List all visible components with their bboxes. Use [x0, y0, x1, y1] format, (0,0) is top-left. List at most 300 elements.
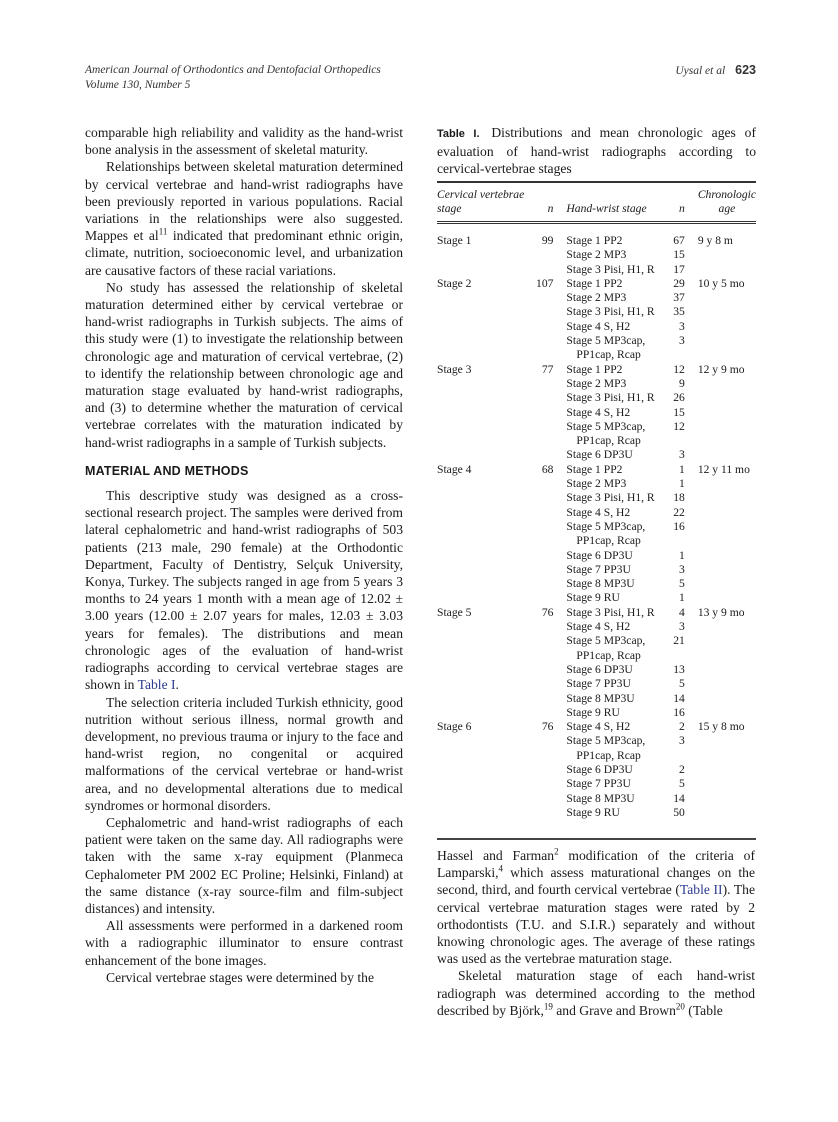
hw-n-cell	[669, 248, 698, 262]
cv-n-cell	[531, 549, 566, 563]
hw-n-cell	[669, 305, 698, 319]
hw-n-cell	[669, 406, 698, 420]
table-row	[437, 777, 756, 791]
hw-n-cell	[669, 591, 698, 605]
running-header-left	[85, 63, 381, 92]
hw-n: 29	[673, 276, 685, 290]
hw-n: 21	[673, 634, 685, 648]
table-row	[437, 377, 756, 391]
cv-n-cell	[531, 506, 566, 520]
hw-n: 16	[673, 519, 685, 533]
hw-n: 15	[673, 248, 685, 262]
data-table	[437, 181, 756, 840]
table-row	[437, 391, 756, 405]
hw-stage-cell	[566, 506, 668, 520]
cv-stage: Stage 3	[437, 362, 472, 376]
cv-stage-cell	[437, 663, 531, 677]
hw-stage-cell	[566, 448, 668, 462]
hw-n-cell	[669, 734, 698, 763]
hw-stage-cell	[566, 763, 668, 777]
chronologic-age-cell	[698, 577, 756, 591]
citation[interactable]: 2	[554, 846, 559, 857]
hw-stage: Stage 7 PP3U	[566, 677, 631, 691]
table-row	[437, 591, 756, 605]
hw-n-cell	[669, 506, 698, 520]
table-row	[437, 305, 756, 319]
chronologic-age: 10 y 5 mo	[697, 276, 745, 290]
text: and Grave and Brown	[552, 1002, 676, 1018]
hw-stage: Stage 8 MP3U	[566, 791, 635, 805]
cv-n-cell	[531, 334, 566, 363]
hw-stage: Stage 2 MP3	[566, 291, 627, 305]
cv-stage-cell	[437, 334, 531, 363]
hw-stage-cell	[566, 320, 668, 334]
hw-n: 3	[679, 448, 685, 462]
paragraph	[85, 158, 403, 278]
cv-stage-cell	[437, 305, 531, 319]
hw-stage-cell	[566, 334, 668, 363]
hw-n-cell	[669, 620, 698, 634]
cv-stage-cell	[437, 677, 531, 691]
cv-n-cell	[531, 520, 566, 549]
hw-n: 15	[673, 405, 685, 419]
chronologic-age-cell	[698, 620, 756, 634]
table-row	[437, 506, 756, 520]
chronologic-age-cell	[698, 223, 756, 249]
cv-stage-cell	[437, 520, 531, 549]
hw-stage: Stage 5 MP3cap,	[566, 734, 646, 748]
cv-stage-cell	[437, 563, 531, 577]
hw-stage-cell	[566, 677, 668, 691]
cv-stage-cell	[437, 223, 531, 249]
hw-stage-cell	[566, 577, 668, 591]
cv-n-cell	[531, 806, 566, 838]
hw-n-cell	[669, 477, 698, 491]
chronologic-age-cell	[698, 777, 756, 791]
chronologic-age-cell	[698, 248, 756, 262]
cv-n: 68	[541, 462, 554, 476]
hw-n-cell	[669, 277, 698, 291]
running-header-right	[675, 63, 756, 79]
cv-stage-cell	[437, 720, 531, 734]
hw-n-cell	[669, 320, 698, 334]
hw-stage-cell	[566, 291, 668, 305]
cv-stage: Stage 5	[437, 605, 472, 619]
hw-n: 22	[673, 505, 685, 519]
hw-stage: Stage 4 S, H2	[566, 405, 631, 419]
cv-stage-cell	[437, 591, 531, 605]
running-authors: Uysal et al	[675, 65, 726, 77]
hw-stage: Stage 4 S, H2	[566, 620, 631, 634]
text: Relationships between skeletal maturation determined by cervical vertebrae and hand-wrist radiographs have been previously reported in various populations. Racial variations in the relationships were also suggested. Mappes et al	[85, 159, 403, 244]
cv-n-cell	[531, 248, 566, 262]
section-heading: MATERIAL AND METHODS	[85, 463, 249, 478]
paragraph: The selection criteria included Turkish ethnicity, good nutrition without serious illness, normal growth and development, no previous trauma or injury to the face and hand-wrist region, no congenital or acquired malformations of the cervical vertebrae or hand-wrist area, and no developmental alterations due to medical syndromes or hormonal disorders.	[85, 694, 403, 813]
cv-stage-cell	[437, 248, 531, 262]
hw-stage-continuation: PP1cap, Rcap	[576, 534, 641, 548]
table-row	[437, 692, 756, 706]
cv-n-cell	[531, 706, 566, 720]
hw-n: 18	[673, 491, 685, 505]
hw-stage-cell	[566, 491, 668, 505]
cv-stage-cell	[437, 620, 531, 634]
cv-stage-cell	[437, 806, 531, 838]
cv-n-cell	[531, 763, 566, 777]
cv-n-cell	[531, 577, 566, 591]
chronologic-age-cell	[698, 506, 756, 520]
hw-stage-cell	[566, 734, 668, 763]
hw-n: 1	[679, 591, 685, 605]
cv-n: 76	[541, 720, 554, 734]
chronologic-age-cell	[698, 291, 756, 305]
col-header-n: n	[531, 183, 566, 223]
hw-n: 9	[679, 376, 685, 390]
chronologic-age-cell	[698, 663, 756, 677]
chronologic-age-cell	[698, 334, 756, 363]
hw-n: 37	[673, 291, 685, 305]
table-row	[437, 406, 756, 420]
hw-stage: Stage 4 S, H2	[566, 319, 631, 333]
table-row	[437, 577, 756, 591]
table-link[interactable]: Table II	[679, 882, 723, 898]
table-row	[437, 420, 756, 449]
cv-stage-cell	[437, 420, 531, 449]
hw-n: 14	[673, 791, 685, 805]
hw-n-cell	[669, 763, 698, 777]
hw-stage-cell	[566, 591, 668, 605]
chronologic-age-cell	[698, 320, 756, 334]
table-header-row	[437, 183, 756, 223]
hw-stage: Stage 1 PP2	[566, 462, 623, 476]
text: which assess maturational changes on the second, third, and fourth cervical vertebrae (	[437, 865, 755, 898]
hw-n: 67	[673, 234, 685, 247]
table-row	[437, 620, 756, 634]
chronologic-age-cell	[698, 549, 756, 563]
hw-n-cell	[669, 792, 698, 806]
table-row	[437, 677, 756, 691]
left-column	[85, 124, 403, 986]
cv-n-cell	[531, 606, 566, 620]
chronologic-age-cell	[698, 448, 756, 462]
hw-stage-cell	[566, 606, 668, 620]
hw-n-cell	[669, 692, 698, 706]
chronologic-age: 13 y 9 mo	[697, 605, 745, 619]
cv-n-cell	[531, 320, 566, 334]
hw-n-cell	[669, 448, 698, 462]
cv-n-cell	[531, 620, 566, 634]
cv-n-cell	[531, 263, 566, 277]
text: indicated that predominant ethnic origin, climate, nutrition, socioeconomic level, and urbanization are causative factors of these racial variations.	[85, 228, 403, 278]
hw-stage: Stage 8 MP3U	[566, 577, 635, 591]
cv-stage-cell	[437, 448, 531, 462]
hw-stage: Stage 9 RU	[566, 705, 620, 719]
hw-stage-continuation: PP1cap, Rcap	[576, 648, 641, 662]
hw-stage: Stage 1 PP2	[566, 362, 623, 376]
hw-n: 1	[679, 462, 685, 476]
chronologic-age-cell	[698, 634, 756, 663]
hw-n: 5	[679, 577, 685, 591]
citation[interactable]: 19	[543, 1001, 553, 1012]
cv-stage-cell	[437, 363, 531, 377]
table-row	[437, 520, 756, 549]
hw-n-cell	[669, 291, 698, 305]
text: ). The cervical vertebrae maturation stages were rated by 2 orthodontists (T.U. and S.I.R.) separately and without knowing chronologic ages. The average of these ratings was used as the vertebrae maturation stage.	[437, 882, 755, 967]
hw-n: 12	[673, 362, 685, 376]
hw-n: 13	[673, 662, 685, 676]
hw-stage-cell	[566, 363, 668, 377]
hw-stage-cell	[566, 563, 668, 577]
hw-n: 50	[673, 805, 685, 819]
hw-stage-cell	[566, 248, 668, 262]
cv-stage-cell	[437, 706, 531, 720]
chronologic-age-cell	[698, 491, 756, 505]
hw-stage: Stage 7 PP3U	[566, 562, 631, 576]
text: Skeletal maturation stage of each hand-wrist radiograph was determined according to the method described by Björk,	[437, 968, 755, 1018]
table-row	[437, 720, 756, 734]
cv-n-cell	[531, 720, 566, 734]
cv-n-cell	[531, 391, 566, 405]
hw-stage-cell	[566, 391, 668, 405]
hw-n-cell	[669, 606, 698, 620]
cv-n-cell	[531, 491, 566, 505]
hw-stage: Stage 6 DP3U	[566, 762, 633, 776]
cv-n-cell	[531, 563, 566, 577]
cv-n-cell	[531, 663, 566, 677]
hw-stage: Stage 5 MP3cap,	[566, 634, 646, 648]
paragraph	[85, 487, 403, 693]
cv-stage-cell	[437, 477, 531, 491]
hw-n: 5	[679, 777, 685, 791]
right-column-text	[437, 847, 755, 1019]
text: modification of the criteria of Lamparski,	[437, 848, 755, 881]
hw-n-cell	[669, 334, 698, 363]
table-row	[437, 223, 756, 249]
hw-n: 17	[673, 262, 685, 276]
hw-stage-cell	[566, 463, 668, 477]
citation[interactable]: 11	[158, 226, 168, 237]
hw-n: 3	[679, 734, 685, 748]
col-header-cv-stage: Cervical vertebrae stage	[437, 183, 531, 223]
paragraph: Cephalometric and hand-wrist radiographs of each patient were taken on the same day. All radiographs were taken with the same x-ray equipment (Planmeca Cephalometer PM 2002 EC Proline; Helsinki, Finland) at the same distance (x-ray source-film and film-subject distances) and intensity.	[85, 814, 403, 916]
chronologic-age-cell	[698, 477, 756, 491]
hw-stage: Stage 4 S, H2	[566, 720, 631, 734]
cv-stage-cell	[437, 506, 531, 520]
citation[interactable]: 4	[498, 863, 504, 874]
cv-stage-cell	[437, 577, 531, 591]
hw-n: 4	[679, 605, 685, 619]
hw-stage: Stage 5 MP3cap,	[566, 334, 646, 348]
table-row	[437, 291, 756, 305]
table-row	[437, 606, 756, 620]
hw-stage-cell	[566, 420, 668, 449]
text: This descriptive study was designed as a cross-sectional research project. The samples were derived from lateral cephalometric and hand-wrist radiographs of 503 patients (213 male, 290 female) at the Orthodontic Department, Faculty of Dentistry, Selçuk University, Konya, Turkey. The subjects ranged in age from 5 years 3 months to 24 years 1 month with a mean age of 12.02 ± 3.00 years (12.00 ± 2.07 years for males, 12.03 ± 3.03 years for females). The distributions and mean chronologic ages of the evaluation of hand-wrist radiographs according to cervical vertebrae stages are shown in	[85, 488, 403, 693]
cv-stage-cell	[437, 634, 531, 663]
hw-n-cell	[669, 806, 698, 838]
hw-n-cell	[669, 777, 698, 791]
hw-stage: Stage 2 MP3	[566, 477, 627, 491]
hw-stage: Stage 1 PP2	[566, 276, 623, 290]
hw-n-cell	[669, 634, 698, 663]
chronologic-age-cell	[698, 363, 756, 377]
cv-stage: Stage 1	[437, 234, 472, 247]
cv-n-cell	[531, 305, 566, 319]
cv-stage: Stage 4	[437, 462, 472, 476]
cv-stage-cell	[437, 391, 531, 405]
cv-n-cell	[531, 692, 566, 706]
table-row	[437, 806, 756, 838]
cv-n-cell	[531, 677, 566, 691]
hw-stage-cell	[566, 477, 668, 491]
table-row	[437, 334, 756, 363]
chronologic-age-cell	[698, 792, 756, 806]
chronologic-age-cell	[698, 391, 756, 405]
cv-n: 77	[541, 362, 554, 376]
chronologic-age-cell	[698, 720, 756, 734]
cv-n-cell	[531, 363, 566, 377]
cv-stage-cell	[437, 463, 531, 477]
hw-stage: Stage 3 Pisi, H1, R	[566, 305, 655, 319]
hw-stage-cell	[566, 520, 668, 549]
hw-stage: Stage 9 RU	[566, 805, 620, 819]
hw-stage: Stage 6 DP3U	[566, 662, 633, 676]
journal-volume: Volume 130, Number 5	[85, 78, 191, 91]
table-row	[437, 463, 756, 477]
table-row	[437, 706, 756, 720]
chronologic-age: 12 y 9 mo	[697, 362, 745, 376]
table-row	[437, 549, 756, 563]
cv-stage: Stage 6	[437, 720, 472, 734]
hw-stage-cell	[566, 620, 668, 634]
hw-stage-cell	[566, 406, 668, 420]
hw-stage: Stage 2 MP3	[566, 248, 627, 262]
chronologic-age: 12 y 11 mo	[697, 462, 750, 476]
cv-stage-cell	[437, 777, 531, 791]
hw-stage-cell	[566, 305, 668, 319]
cv-n-cell	[531, 277, 566, 291]
hw-stage: Stage 3 Pisi, H1, R	[566, 605, 655, 619]
hw-n-cell	[669, 263, 698, 277]
page-number: 623	[735, 63, 756, 77]
chronologic-age-cell	[698, 806, 756, 838]
paragraph: comparable high reliability and validity as the hand-wrist bone analysis in the assessment of skeletal maturity.	[85, 125, 403, 158]
hw-stage-cell	[566, 777, 668, 791]
chronologic-age-cell	[698, 277, 756, 291]
hw-stage-cell	[566, 549, 668, 563]
hw-stage-cell	[566, 806, 668, 838]
chronologic-age-cell	[698, 677, 756, 691]
cv-n-cell	[531, 377, 566, 391]
cv-stage-cell	[437, 763, 531, 777]
hw-n: 3	[679, 334, 685, 348]
cv-n-cell	[531, 734, 566, 763]
hw-stage-cell	[566, 277, 668, 291]
chronologic-age-cell	[698, 763, 756, 777]
table-caption	[437, 124, 756, 178]
paragraph	[437, 847, 755, 967]
hw-stage-cell	[566, 706, 668, 720]
chronologic-age: 15 y 8 mo	[697, 720, 745, 734]
cv-n-cell	[531, 634, 566, 663]
hw-stage-cell	[566, 263, 668, 277]
cv-n-cell	[531, 591, 566, 605]
hw-stage-continuation: PP1cap, Rcap	[576, 748, 641, 762]
hw-n: 12	[673, 419, 685, 433]
hw-stage: Stage 3 Pisi, H1, R	[566, 262, 655, 276]
hw-n: 2	[679, 762, 685, 776]
hw-n-cell	[669, 677, 698, 691]
table-row	[437, 563, 756, 577]
text: (Table	[684, 1002, 723, 1018]
table-row	[437, 277, 756, 291]
hw-stage: Stage 5 MP3cap,	[566, 419, 646, 433]
hw-n-cell	[669, 377, 698, 391]
cv-stage-cell	[437, 734, 531, 763]
hw-n-cell	[669, 720, 698, 734]
hw-n: 3	[679, 562, 685, 576]
cv-n: 107	[536, 276, 554, 290]
cv-stage-cell	[437, 377, 531, 391]
table-row	[437, 663, 756, 677]
table-link[interactable]: Table I	[137, 677, 176, 693]
chronologic-age-cell	[698, 377, 756, 391]
chronologic-age-cell	[698, 305, 756, 319]
hw-stage: Stage 9 RU	[566, 591, 620, 605]
hw-n-cell	[669, 563, 698, 577]
paragraph: All assessments were performed in a darkened room with a radiographic illuminator to ensure contrast enhancement of the bone images.	[85, 918, 403, 968]
hw-n: 14	[673, 691, 685, 705]
chronologic-age-cell	[698, 706, 756, 720]
cv-stage-cell	[437, 406, 531, 420]
cv-n-cell	[531, 420, 566, 449]
col-header-age: Chronologic age	[698, 183, 756, 223]
hw-stage-cell	[566, 692, 668, 706]
chronologic-age-cell	[698, 692, 756, 706]
hw-n-cell	[669, 577, 698, 591]
cv-n: 99	[541, 234, 554, 247]
cv-stage-cell	[437, 320, 531, 334]
cv-n-cell	[531, 463, 566, 477]
hw-stage: Stage 6 DP3U	[566, 548, 633, 562]
table-row	[437, 763, 756, 777]
table-row	[437, 320, 756, 334]
cv-stage-cell	[437, 549, 531, 563]
col-header-hw-stage: Hand-wrist stage	[566, 183, 668, 223]
cv-n-cell	[531, 792, 566, 806]
chronologic-age-cell	[698, 520, 756, 549]
hw-stage-cell	[566, 720, 668, 734]
chronologic-age-cell	[698, 420, 756, 449]
hw-n: 3	[679, 319, 685, 333]
cv-n: 76	[541, 605, 554, 619]
citation[interactable]: 20	[675, 1001, 685, 1012]
cv-n-cell	[531, 291, 566, 305]
hw-n-cell	[669, 391, 698, 405]
hw-stage-continuation: PP1cap, Rcap	[576, 434, 641, 448]
journal-title: American Journal of Orthodontics and Dentofacial Orthopedics	[85, 64, 381, 76]
cv-n-cell	[531, 448, 566, 462]
cv-n-cell	[531, 777, 566, 791]
hw-n-cell	[669, 706, 698, 720]
table-row	[437, 634, 756, 663]
table-row	[437, 491, 756, 505]
table-row	[437, 248, 756, 262]
table-row	[437, 734, 756, 763]
hw-n-cell	[669, 491, 698, 505]
hw-n-cell	[669, 663, 698, 677]
hw-n-cell	[669, 363, 698, 377]
cv-stage-cell	[437, 291, 531, 305]
table-row	[437, 263, 756, 277]
